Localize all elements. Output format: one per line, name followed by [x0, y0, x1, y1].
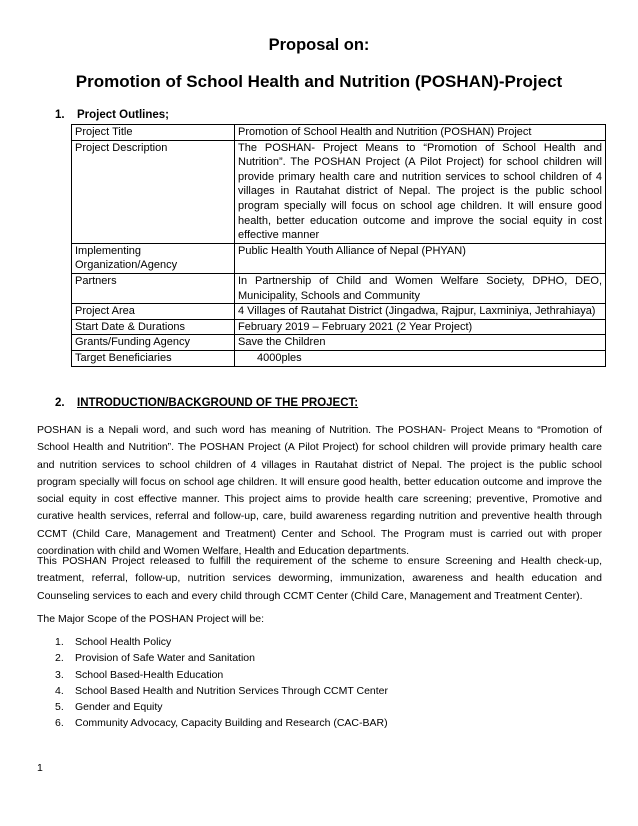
row-label: Grants/Funding Agency — [72, 335, 235, 351]
section-2-title: INTRODUCTION/BACKGROUND OF THE PROJECT: — [77, 397, 359, 409]
background-paragraph-2: This POSHAN Project released to fulfill the requirement of the scheme to ensure Screening and Health check-up, treatment, referral, follow-up, nutrition services deworming, immunization, awareness and health education and Counseling services to each and every child through CCMT Center (Child Care, Management and Treatment Center). — [37, 555, 602, 602]
proposal-heading: Proposal on: — [268, 36, 370, 54]
section-2-number: 2. — [55, 397, 65, 409]
list-item — [55, 650, 388, 666]
project-outline-table — [71, 124, 606, 367]
document-title: Promotion of School Health and Nutrition (POSHAN)-Project — [75, 72, 563, 91]
row-label: Implementing Organization/Agency — [72, 243, 235, 273]
row-label: Target Beneficiaries — [72, 350, 235, 366]
table-row — [72, 350, 606, 366]
table-row — [72, 125, 606, 141]
table-row — [72, 319, 606, 335]
section-1-heading — [55, 109, 169, 121]
list-item — [55, 699, 388, 715]
row-label: Project Title — [72, 125, 235, 141]
row-label: Start Date & Durations — [72, 319, 235, 335]
list-item-number: 2. — [55, 652, 64, 665]
table-row — [72, 243, 606, 273]
page-number: 1 — [37, 762, 43, 774]
row-value: In Partnership of Child and Women Welfare Society, DPHO, DEO, Municipality, Schools and Community — [235, 273, 606, 303]
list-item-text: Gender and Equity — [75, 701, 163, 714]
section-1-title: Project Outlines; — [77, 109, 170, 121]
row-value: Public Health Youth Alliance of Nepal (PHYAN) — [235, 243, 606, 273]
list-item-number: 1. — [55, 636, 64, 648]
list-item — [55, 634, 388, 650]
row-value: February 2019 – February 2021 (2 Year Project) — [235, 319, 606, 335]
list-item — [55, 667, 388, 683]
section-2-heading — [55, 397, 358, 409]
table-row — [72, 140, 606, 243]
row-value: The POSHAN- Project Means to “Promotion of School Health and Nutrition”. The POSHAN Project (A Pilot Project) for school children will provide primary health care and nutrition services to school children of 4 villages in Rautahat district of Nepal. The project is the public school program specially will focus on school age children. It will ensure good health, better education outcome and improve the social equity in cost effective manner — [235, 140, 606, 243]
row-value: Save the Children — [235, 335, 606, 351]
row-value: Promotion of School Health and Nutrition (POSHAN) Project — [235, 125, 606, 141]
list-item — [55, 715, 388, 731]
list-item-number: 4. — [55, 684, 64, 697]
list-item-number: 5. — [55, 701, 64, 714]
row-label: Project Area — [72, 304, 235, 320]
table-row — [72, 273, 606, 303]
row-value: 4000ples — [235, 350, 606, 366]
scope-list — [55, 634, 388, 732]
table-row — [72, 335, 606, 351]
row-label: Partners — [72, 273, 235, 303]
table-row — [72, 304, 606, 320]
scope-intro: The Major Scope of the POSHAN Project will be: — [37, 613, 265, 625]
row-label: Project Description — [72, 140, 235, 243]
background-paragraph-1: POSHAN is a Nepali word, and such word has meaning of Nutrition. The POSHAN- Project Means to “Promotion of School Health and Nutrition”. The POSHAN Project (A Pilot Project) for school children will provide primary health care and nutrition services to school children of 4 villages in Rautahat district of Nepal. The project is the public school program specially will focus on school age children. It will ensure good health, better education outcome and improve the social equity in cost effective manner. This project aims to provide health care screening; preventive, Promotive and curative health services, referral and follow-up, care, build awareness regarding nutrition and preventive health through CCMT (Child Care, Management and Treatment) Center and School. The Program must is carried out with proper coordination with child and Women Welfare, Health and Education departments. — [37, 424, 602, 558]
row-value: 4 Villages of Rautahat District (Jingadwa, Rajpur, Laxminiya, Jethrahiaya) — [235, 304, 606, 320]
section-1-number: 1. — [55, 109, 65, 121]
list-item-text: School Based Health and Nutrition Services Through CCMT Center — [75, 684, 389, 697]
list-item-text: Community Advocacy, Capacity Building and Research (CAC-BAR) — [75, 717, 388, 730]
list-item-text: School Based-Health Education — [75, 668, 224, 681]
list-item — [55, 683, 388, 699]
list-item-number: 6. — [55, 717, 64, 730]
list-item-text: Provision of Safe Water and Sanitation — [75, 652, 255, 665]
list-item-number: 3. — [55, 668, 64, 681]
list-item-text: School Health Policy — [75, 636, 172, 648]
